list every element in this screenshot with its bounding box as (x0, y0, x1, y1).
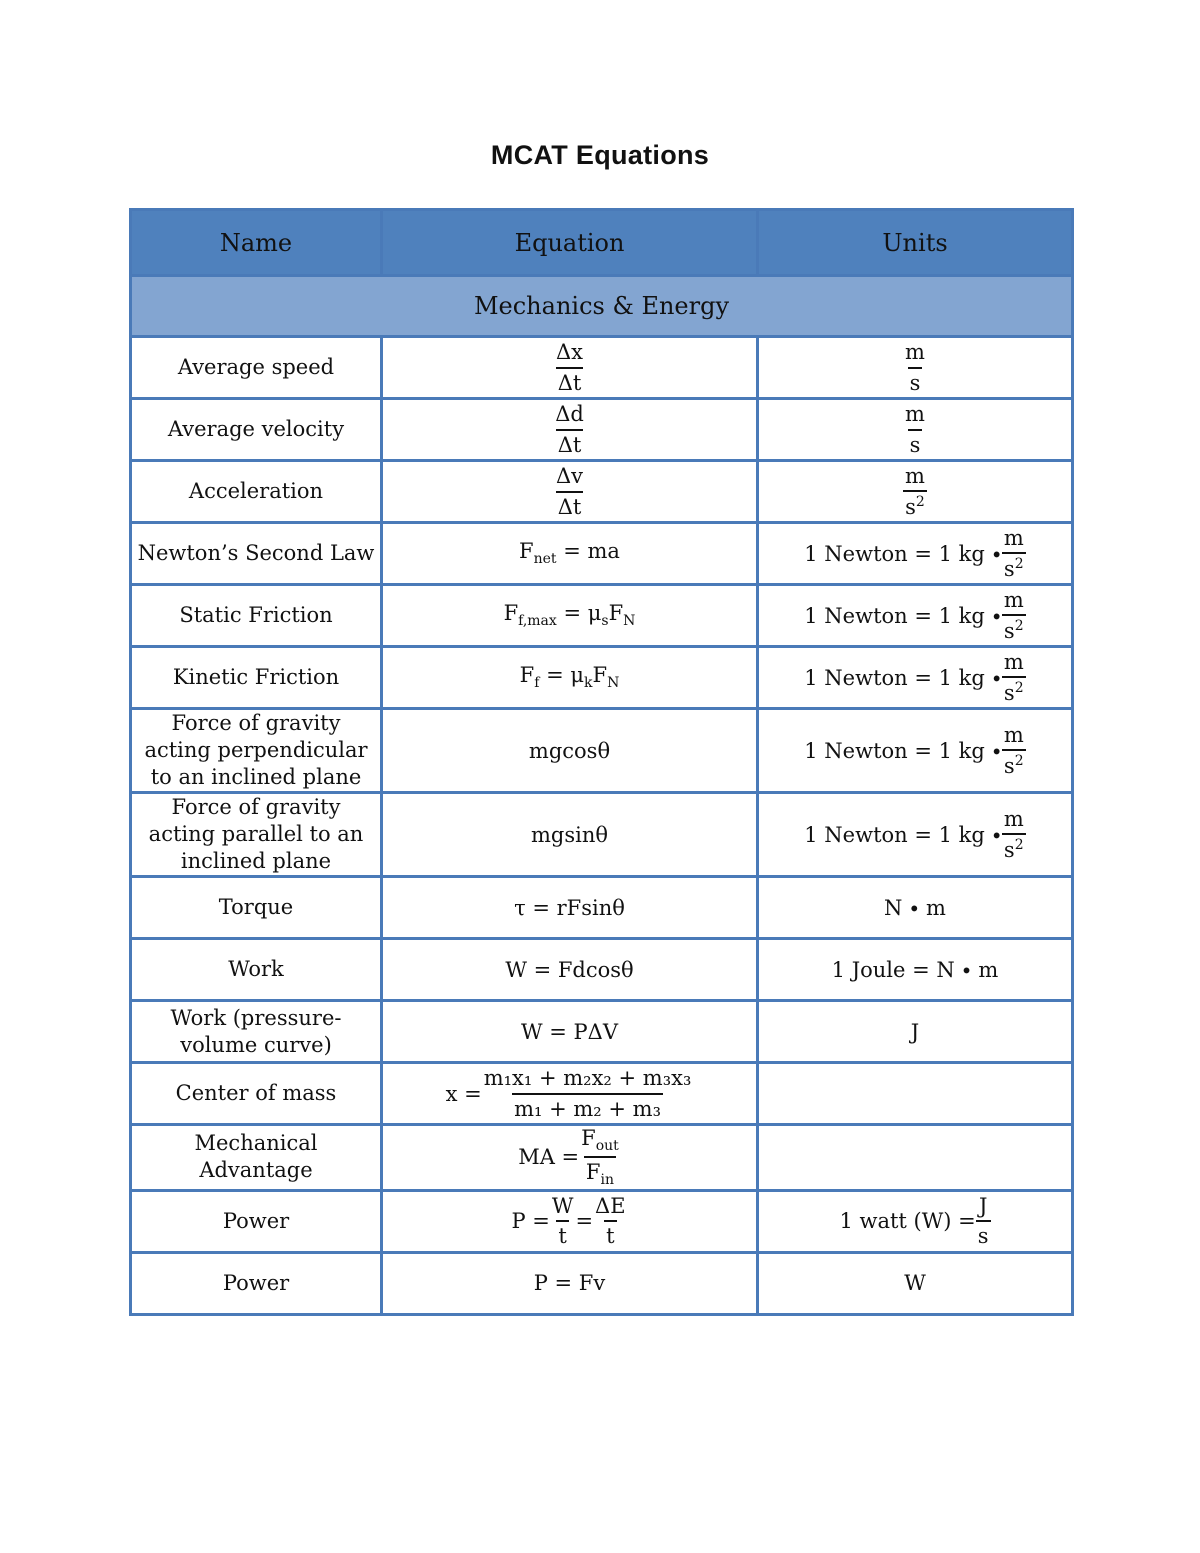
row-units: J (758, 1001, 1073, 1063)
fraction (554, 464, 585, 518)
row-name: Work (131, 939, 382, 1001)
numerator: m (905, 402, 925, 427)
numerator (579, 1126, 621, 1156)
row-name: Force of gravity acting parallel to an inclined plane (131, 793, 382, 877)
row-units: N ∙ m (758, 877, 1073, 939)
eq-rest: = ma (556, 539, 620, 564)
fraction (903, 340, 927, 394)
eq-subscript: f,max (518, 613, 557, 630)
eq-prefix: P = (511, 1209, 550, 1234)
unit-prefix: 1 Newton = 1 kg ∙ (804, 822, 1002, 847)
row-name: Kinetic Friction (131, 647, 382, 709)
unit-base: s (1003, 754, 1015, 778)
eq-prefix: MA = (518, 1145, 580, 1170)
table-row (131, 1001, 1073, 1063)
section-title: Mechanics & Energy (131, 276, 1073, 337)
numerator: Δv (555, 464, 584, 489)
unit-prefix: 1 watt (W) = (839, 1209, 976, 1234)
denominator: t (604, 1220, 616, 1248)
exponent: 2 (1014, 680, 1024, 696)
row-units: 1 Joule = N ∙ m (758, 939, 1073, 1001)
fraction (554, 340, 585, 394)
row-equation: P = Fv (382, 1252, 758, 1314)
row-equation (382, 461, 758, 523)
numerator: m (1003, 649, 1024, 674)
unit-prefix: 1 Newton = 1 kg ∙ (804, 541, 1002, 566)
table-row (131, 585, 1073, 647)
denominator (1002, 552, 1026, 581)
fraction (579, 1126, 621, 1189)
unit-base: s (1003, 681, 1015, 705)
fraction (903, 464, 927, 519)
denominator: t (556, 1220, 568, 1248)
table-row (131, 647, 1073, 709)
numerator: m (1003, 525, 1024, 550)
eq-subscript: net (533, 551, 557, 568)
row-equation (382, 1063, 758, 1125)
exponent: 2 (1014, 837, 1024, 853)
table-row (131, 399, 1073, 461)
denominator: m₁ + m₂ + m₃ (512, 1093, 663, 1121)
row-equation (382, 399, 758, 461)
unit-prefix: 1 Newton = 1 kg ∙ (804, 738, 1002, 763)
denominator: Δt (556, 429, 584, 457)
fraction (1002, 723, 1026, 778)
eq-rest: = μ (556, 601, 602, 626)
numerator: Δd (555, 402, 584, 427)
denominator: s (908, 367, 923, 395)
unit-base: s (1003, 557, 1015, 581)
eq-subscript: out (595, 1138, 619, 1155)
row-equation: mgsinθ (382, 793, 758, 877)
table-row (131, 709, 1073, 793)
section-row (131, 276, 1073, 337)
unit-base: s (1003, 619, 1015, 643)
fraction (976, 1194, 991, 1248)
row-name: Torque (131, 877, 382, 939)
row-equation (382, 523, 758, 585)
exponent: 2 (1014, 753, 1024, 769)
exponent: 2 (1014, 556, 1024, 572)
row-equation (382, 1190, 758, 1252)
eq-symbol: F (519, 663, 535, 688)
eq-symbol: F (503, 601, 519, 626)
eq-symbol: F (592, 663, 608, 688)
row-name: Power (131, 1190, 382, 1252)
fraction (903, 402, 927, 456)
row-name: Average velocity (131, 399, 382, 461)
fraction (550, 1194, 576, 1248)
row-units (758, 1190, 1073, 1252)
numerator: ΔE (595, 1193, 626, 1218)
table-row (131, 1252, 1073, 1314)
row-units (758, 793, 1073, 877)
table-row (131, 337, 1073, 399)
eq-subscript: f (534, 675, 540, 692)
denominator: Δt (556, 367, 584, 395)
row-name: Mechanical Advantage (131, 1125, 382, 1191)
row-name: Work (pressure-volume curve) (131, 1001, 382, 1063)
numerator: J (978, 1193, 988, 1218)
unit-prefix: 1 Newton = 1 kg ∙ (804, 665, 1002, 690)
denominator: s (976, 1220, 991, 1248)
fraction (1002, 588, 1026, 643)
row-name: Newton’s Second Law (131, 523, 382, 585)
table-row (131, 877, 1073, 939)
numerator: m (905, 340, 925, 365)
row-equation: τ = rFsinθ (382, 877, 758, 939)
row-name: Power (131, 1252, 382, 1314)
table-row (131, 1063, 1073, 1125)
eq-subscript: k (584, 675, 593, 692)
table-row (131, 793, 1073, 877)
row-units (758, 1125, 1073, 1191)
fraction (482, 1066, 694, 1120)
row-units (758, 337, 1073, 399)
unit-base: s (1003, 838, 1015, 862)
table-row (131, 523, 1073, 585)
table-row (131, 939, 1073, 1001)
row-equation: W = Fdcosθ (382, 939, 758, 1001)
denominator (903, 490, 927, 519)
header-row (131, 210, 1073, 276)
row-units (758, 585, 1073, 647)
denominator (1002, 749, 1026, 778)
row-units (758, 1063, 1073, 1125)
numerator: Δx (555, 340, 583, 365)
row-name: Force of gravity acting perpendicular to an inclined plane (131, 709, 382, 793)
row-equation: mgcosθ (382, 709, 758, 793)
table-row (131, 461, 1073, 523)
exponent: 2 (1014, 618, 1024, 634)
row-units: W (758, 1252, 1073, 1314)
table-row (131, 1190, 1073, 1252)
row-units (758, 523, 1073, 585)
numerator: m (1003, 722, 1024, 747)
row-equation: W = PΔV (382, 1001, 758, 1063)
eq-equals: = (575, 1209, 594, 1234)
numerator: W (551, 1193, 574, 1218)
unit-base: s (905, 495, 916, 519)
fraction (1002, 650, 1026, 705)
unit-prefix: 1 Newton = 1 kg ∙ (804, 603, 1002, 628)
denominator: s (908, 429, 923, 457)
fraction (553, 402, 586, 456)
numerator: m₁x₁ + m₂x₂ + m₃x₃ (483, 1066, 692, 1091)
eq-subscript: s (601, 613, 609, 630)
denominator (584, 1156, 616, 1188)
numerator: m (1003, 587, 1024, 612)
eq-symbol: F (608, 601, 624, 626)
row-units (758, 647, 1073, 709)
page-title: MCAT Equations (490, 140, 710, 170)
fraction (593, 1194, 628, 1248)
eq-rest: = μ (539, 663, 585, 688)
exponent: 2 (915, 494, 925, 510)
denominator (1002, 833, 1026, 862)
eq-symbol: F (519, 539, 534, 564)
eq-symbol: F (585, 1160, 601, 1185)
row-units (758, 461, 1073, 523)
header-units: Units (758, 210, 1073, 276)
row-units (758, 709, 1073, 793)
denominator: Δt (556, 491, 584, 519)
eq-subscript: N (607, 675, 620, 692)
equations-table (129, 208, 1074, 1316)
row-name: Static Friction (131, 585, 382, 647)
fraction (1002, 807, 1026, 862)
numerator: m (1003, 806, 1024, 831)
row-units (758, 399, 1073, 461)
denominator (1002, 614, 1026, 643)
row-equation (382, 1125, 758, 1191)
row-equation (382, 337, 758, 399)
row-name: Acceleration (131, 461, 382, 523)
denominator (1002, 676, 1026, 705)
fraction (1002, 526, 1026, 581)
row-equation (382, 585, 758, 647)
header-equation: Equation (382, 210, 758, 276)
numerator: m (905, 463, 925, 488)
row-equation (382, 647, 758, 709)
eq-subscript: N (623, 613, 636, 630)
table-row (131, 1125, 1073, 1191)
eq-subscript: in (600, 1172, 614, 1189)
row-name: Center of mass (131, 1063, 382, 1125)
eq-symbol: F (581, 1126, 596, 1150)
row-name: Average speed (131, 337, 382, 399)
eq-prefix: x = (445, 1081, 482, 1106)
header-name: Name (131, 210, 382, 276)
